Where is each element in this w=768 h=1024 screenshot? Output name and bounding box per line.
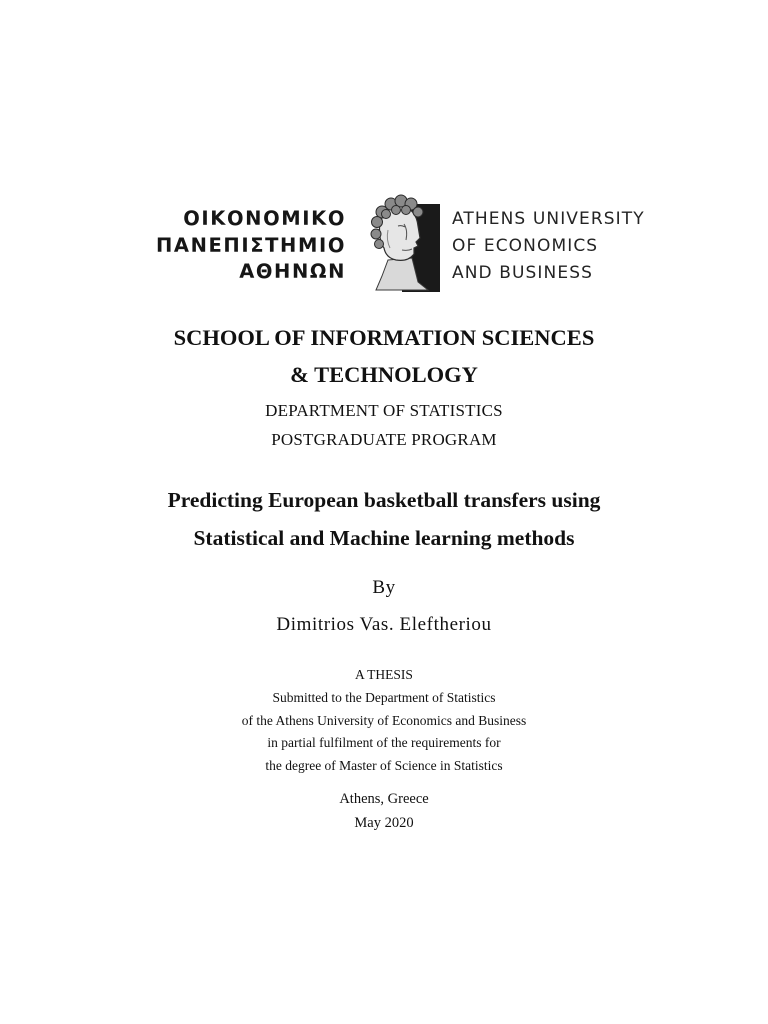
thesis-statement-line: Submitted to the Department of Statistics: [272, 689, 496, 705]
thesis-title-line: Predicting European basketball transfers using: [167, 488, 601, 512]
school-heading: [0, 319, 768, 393]
place-line: Athens, Greece: [339, 791, 429, 807]
thesis-title: [0, 481, 768, 557]
thesis-statement-line: in partial fulfilment of the requirements for: [267, 735, 501, 751]
department-line: DEPARTMENT OF STATISTICS: [265, 401, 503, 420]
logo-greek-name: [150, 206, 346, 286]
school-line: & TECHNOLOGY: [290, 362, 478, 387]
logo-greek-line: ΑΘΗΝΩΝ: [239, 260, 346, 283]
university-logo: [144, 186, 650, 298]
classical-head-bust-icon: [358, 190, 442, 294]
author-name: Dimitrios Vas. Eleftheriou: [276, 614, 492, 635]
logo-english-line: OF ECONOMICS: [452, 236, 599, 256]
thesis-statement-line: the degree of Master of Science in Statistics: [265, 758, 503, 774]
thesis-statement-line: of the Athens University of Economics and Business: [241, 712, 527, 728]
thesis-title-line: Statistical and Machine learning methods: [193, 526, 575, 550]
logo-greek-line: ΠΑΝΕΠΙΣΤΗΜΙΟ: [155, 233, 346, 257]
logo-english-name: [452, 206, 652, 287]
logo-english-line: ATHENS UNIVERSITY: [452, 209, 645, 229]
place-and-date: [0, 787, 768, 835]
date-line: May 2020: [354, 815, 414, 831]
thesis-statement-line: A THESIS: [355, 667, 413, 682]
logo-greek-line: ΟΙΚΟΝΟΜΙΚΟ: [183, 207, 346, 230]
department-heading: [0, 396, 768, 454]
program-line: POSTGRADUATE PROGRAM: [271, 430, 497, 449]
thesis-statement: [0, 664, 768, 778]
logo-english-line: AND BUSINESS: [452, 263, 593, 283]
school-line: SCHOOL OF INFORMATION SCIENCES: [173, 325, 595, 350]
by-label: By: [372, 577, 396, 598]
